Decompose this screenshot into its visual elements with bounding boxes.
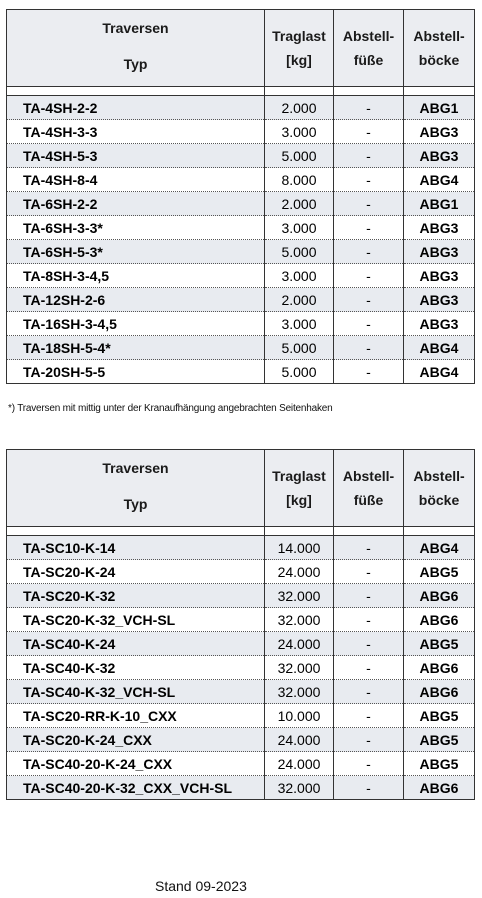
cell-abstellboecke: ABG3 xyxy=(404,216,475,240)
spacer-cell xyxy=(404,87,475,96)
spacer-cell xyxy=(334,527,404,536)
header-traglast-label: Traglast xyxy=(272,28,326,44)
cell-type-name: TA-SC40-20-K-32_CXX_VCH-SL xyxy=(7,776,265,800)
table-row xyxy=(7,536,475,560)
cell-traglast: 3.000 xyxy=(265,216,334,240)
table-header-row xyxy=(7,450,475,527)
cell-abstellfuesse: - xyxy=(334,312,404,336)
cell-traglast: 24.000 xyxy=(265,728,334,752)
cell-type-name: TA-6SH-5-3* xyxy=(7,240,265,264)
cell-abstellfuesse: - xyxy=(334,216,404,240)
table-body xyxy=(7,527,475,800)
cell-type-name: TA-12SH-2-6 xyxy=(7,288,265,312)
cell-type-name: TA-18SH-5-4* xyxy=(7,336,265,360)
cell-traglast: 24.000 xyxy=(265,560,334,584)
table-row xyxy=(7,680,475,704)
cell-abstellfuesse: - xyxy=(334,120,404,144)
cell-abstellboecke: ABG3 xyxy=(404,120,475,144)
cell-abstellfuesse: - xyxy=(334,336,404,360)
cell-type-name: TA-4SH-2-2 xyxy=(7,96,265,120)
table-row xyxy=(7,776,475,800)
table-spacer-row xyxy=(7,527,475,536)
cell-abstellboecke: ABG3 xyxy=(404,288,475,312)
traversen-table-sc xyxy=(6,449,475,800)
header-abstellboecke-line2: böcke xyxy=(418,52,460,68)
table-row xyxy=(7,168,475,192)
header-typ xyxy=(7,10,265,87)
cell-abstellfuesse: - xyxy=(334,264,404,288)
footnote: *) Traversen mit mittig unter der Kranaufhängung angebrachten Seitenhaken xyxy=(8,403,333,414)
table-row xyxy=(7,312,475,336)
cell-traglast: 5.000 xyxy=(265,360,334,384)
header-abstellfuesse-line1: Abstell- xyxy=(342,28,395,44)
cell-abstellboecke: ABG4 xyxy=(404,536,475,560)
table-row xyxy=(7,584,475,608)
table-row xyxy=(7,608,475,632)
spacer-cell xyxy=(334,87,404,96)
cell-traglast: 5.000 xyxy=(265,144,334,168)
header-traglast xyxy=(265,450,334,527)
cell-traglast: 14.000 xyxy=(265,536,334,560)
cell-abstellfuesse: - xyxy=(334,360,404,384)
spacer-cell xyxy=(404,527,475,536)
cell-traglast: 2.000 xyxy=(265,288,334,312)
cell-abstellboecke: ABG6 xyxy=(404,608,475,632)
cell-abstellfuesse: - xyxy=(334,752,404,776)
cell-type-name: TA-SC40-K-32 xyxy=(7,656,265,680)
spacer-cell xyxy=(7,87,265,96)
table-row xyxy=(7,96,475,120)
header-abstellfuesse xyxy=(334,10,404,87)
header-abstellboecke-line1: Abstell- xyxy=(413,468,465,484)
cell-traglast: 5.000 xyxy=(265,336,334,360)
header-traglast xyxy=(265,10,334,87)
cell-abstellboecke: ABG5 xyxy=(404,752,475,776)
cell-traglast: 32.000 xyxy=(265,608,334,632)
header-abstellfuesse-line2: füße xyxy=(353,52,384,68)
cell-type-name: TA-SC10-K-14 xyxy=(7,536,265,560)
cell-abstellfuesse: - xyxy=(334,536,404,560)
table-row xyxy=(7,752,475,776)
cell-traglast: 32.000 xyxy=(265,584,334,608)
cell-abstellfuesse: - xyxy=(334,656,404,680)
header-traglast-label: Traglast xyxy=(272,468,326,484)
cell-traglast: 3.000 xyxy=(265,120,334,144)
cell-abstellfuesse: - xyxy=(334,680,404,704)
table-row xyxy=(7,656,475,680)
spacer-cell xyxy=(7,527,265,536)
header-abstellboecke-line1: Abstell- xyxy=(413,28,465,44)
table-row xyxy=(7,264,475,288)
table-row xyxy=(7,144,475,168)
table-row xyxy=(7,120,475,144)
cell-abstellfuesse: - xyxy=(334,168,404,192)
cell-type-name: TA-SC20-K-32 xyxy=(7,584,265,608)
cell-abstellfuesse: - xyxy=(334,240,404,264)
traversen-table-sh xyxy=(6,9,475,384)
table-row xyxy=(7,632,475,656)
cell-traglast: 24.000 xyxy=(265,632,334,656)
header-typ-label: Typ xyxy=(123,56,148,72)
cell-type-name: TA-4SH-8-4 xyxy=(7,168,265,192)
cell-type-name: TA-6SH-3-3* xyxy=(7,216,265,240)
cell-abstellboecke: ABG6 xyxy=(404,776,475,800)
header-typ-label: Typ xyxy=(123,496,148,512)
cell-type-name: TA-6SH-2-2 xyxy=(7,192,265,216)
cell-traglast: 5.000 xyxy=(265,240,334,264)
header-abstellboecke xyxy=(404,450,475,527)
cell-type-name: TA-SC40-K-32_VCH-SL xyxy=(7,680,265,704)
cell-abstellboecke: ABG1 xyxy=(404,192,475,216)
cell-traglast: 10.000 xyxy=(265,704,334,728)
cell-traglast: 32.000 xyxy=(265,776,334,800)
cell-abstellboecke: ABG3 xyxy=(404,264,475,288)
cell-type-name: TA-20SH-5-5 xyxy=(7,360,265,384)
cell-abstellfuesse: - xyxy=(334,192,404,216)
cell-abstellboecke: ABG6 xyxy=(404,584,475,608)
cell-traglast: 32.000 xyxy=(265,656,334,680)
cell-abstellboecke: ABG4 xyxy=(404,168,475,192)
cell-type-name: TA-8SH-3-4,5 xyxy=(7,264,265,288)
cell-abstellboecke: ABG3 xyxy=(404,144,475,168)
table-row xyxy=(7,560,475,584)
cell-abstellfuesse: - xyxy=(334,560,404,584)
header-traglast-unit: [kg] xyxy=(286,492,312,508)
header-traglast-unit: [kg] xyxy=(286,52,312,68)
cell-type-name: TA-SC20-K-24_CXX xyxy=(7,728,265,752)
cell-abstellboecke: ABG5 xyxy=(404,728,475,752)
cell-abstellfuesse: - xyxy=(334,584,404,608)
cell-type-name: TA-16SH-3-4,5 xyxy=(7,312,265,336)
table-spacer-row xyxy=(7,87,475,96)
table-row xyxy=(7,216,475,240)
cell-abstellfuesse: - xyxy=(334,288,404,312)
table-row xyxy=(7,192,475,216)
cell-abstellboecke: ABG6 xyxy=(404,680,475,704)
cell-abstellfuesse: - xyxy=(334,632,404,656)
cell-traglast: 3.000 xyxy=(265,312,334,336)
cell-abstellboecke: ABG5 xyxy=(404,560,475,584)
cell-abstellboecke: ABG3 xyxy=(404,240,475,264)
header-traversen-label: Traversen xyxy=(102,20,169,36)
cell-traglast: 2.000 xyxy=(265,96,334,120)
cell-abstellboecke: ABG6 xyxy=(404,656,475,680)
cell-abstellfuesse: - xyxy=(334,776,404,800)
header-traversen-label: Traversen xyxy=(102,460,169,476)
cell-abstellfuesse: - xyxy=(334,96,404,120)
header-typ xyxy=(7,450,265,527)
cell-abstellfuesse: - xyxy=(334,144,404,168)
header-abstellboecke xyxy=(404,10,475,87)
stand-date: Stand 09-2023 xyxy=(155,878,247,894)
table-row xyxy=(7,240,475,264)
cell-abstellboecke: ABG4 xyxy=(404,360,475,384)
cell-type-name: TA-SC40-20-K-24_CXX xyxy=(7,752,265,776)
cell-type-name: TA-4SH-5-3 xyxy=(7,144,265,168)
cell-abstellboecke: ABG4 xyxy=(404,336,475,360)
cell-type-name: TA-SC40-K-24 xyxy=(7,632,265,656)
cell-type-name: TA-SC20-K-32_VCH-SL xyxy=(7,608,265,632)
table-body xyxy=(7,87,475,384)
cell-abstellboecke: ABG3 xyxy=(404,312,475,336)
header-abstellfuesse xyxy=(334,450,404,527)
cell-type-name: TA-SC20-K-24 xyxy=(7,560,265,584)
cell-abstellboecke: ABG1 xyxy=(404,96,475,120)
cell-traglast: 8.000 xyxy=(265,168,334,192)
table-row xyxy=(7,336,475,360)
table-row xyxy=(7,704,475,728)
table-row xyxy=(7,288,475,312)
cell-type-name: TA-SC20-RR-K-10_CXX xyxy=(7,704,265,728)
cell-abstellboecke: ABG5 xyxy=(404,632,475,656)
cell-traglast: 32.000 xyxy=(265,680,334,704)
cell-abstellboecke: ABG5 xyxy=(404,704,475,728)
table-header-row xyxy=(7,10,475,87)
spacer-cell xyxy=(265,87,334,96)
cell-type-name: TA-4SH-3-3 xyxy=(7,120,265,144)
spacer-cell xyxy=(265,527,334,536)
header-abstellboecke-line2: böcke xyxy=(418,492,460,508)
cell-traglast: 3.000 xyxy=(265,264,334,288)
cell-abstellfuesse: - xyxy=(334,728,404,752)
table-row xyxy=(7,728,475,752)
cell-abstellfuesse: - xyxy=(334,608,404,632)
header-abstellfuesse-line1: Abstell- xyxy=(342,468,395,484)
header-abstellfuesse-line2: füße xyxy=(353,492,384,508)
cell-traglast: 2.000 xyxy=(265,192,334,216)
cell-traglast: 24.000 xyxy=(265,752,334,776)
cell-abstellfuesse: - xyxy=(334,704,404,728)
table-row xyxy=(7,360,475,384)
